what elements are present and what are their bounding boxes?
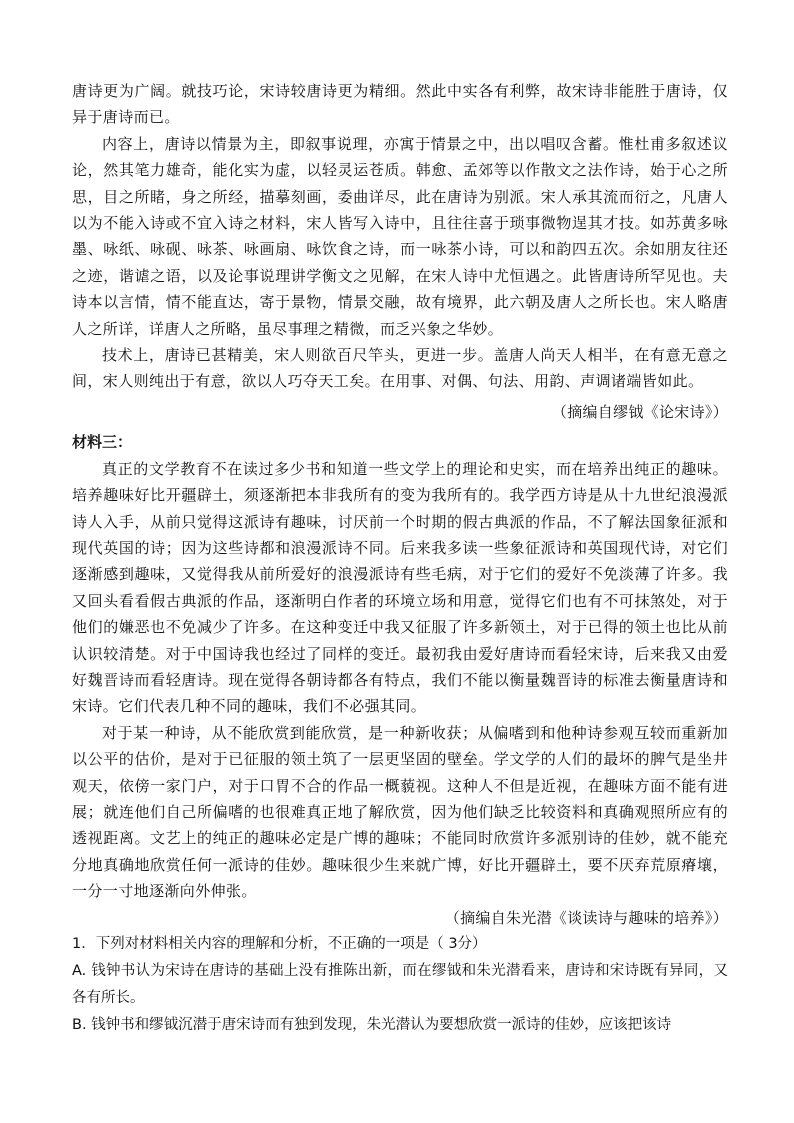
material2-source: （摘编自缪钺《论宋诗》） <box>551 402 728 421</box>
material3-paragraph-2: 对于某一种诗，从不能欣赏到能欣赏，是一种新收获；从偏嗜到和他种诗参观互较而重新加以公平的估价，是对于已征服的领土筑了一层更坚固的壁垒。学文学的人们的最坏的脾气是坐井观天，依傍一家门户，对于口胃不合的作品一概藐视。这种人不但是近视，在趣味方面不能有进展；就连他们自己所偏嗜的也很难真正地了解欣赏，因为他们缺乏比较资料和真确观照所应有的透视距离。文艺上的纯正的趣味必定是广博的趣味；不能同时欣赏许多派别诗的佳妙，就不能充分地真确地欣赏任何一派诗的佳妙。趣味很少生来就广博，好比开疆辟土，要不厌弃荒原瘠壤，一分一寸地逐渐向外伸张。 <box>72 723 728 901</box>
material3-paragraph-1: 真正的文学教育不在读过多少书和知道一些文学上的理论和史实，而在培养出纯正的趣味。培养趣味好比开疆辟土，须逐渐把本非我所有的变为我所有的。我学西方诗是从十九世纪浪漫派诗人入手，从前只觉得这派诗有趣味，讨厌前一个时期的假古典派的作品，不了解法国象征派和现代英国的诗；因为这些诗都和浪漫派诗不同。后来我多读一些象征派诗和英国现代诗，对它们逐渐感到趣味，又觉得我从前所爱好的浪漫派诗有些毛病，对于它们的爱好不免淡薄了许多。我又回头看看假古典派的作品，逐渐明白作者的环境立场和用意，觉得它们也有不可抹煞处，对于他们的嫌恶也不免减少了许多。在这种变迁中我又征服了许多新领土，对于已得的领土也比从前认识较清楚。对于中国诗我也经过了同样的变迁。最初我由爱好唐诗而看轻宋诗，后来我又由爱好魏晋诗而看轻唐诗。现在觉得各朝诗都各有特点，我们不能以衡量魏晋诗的标准去衡量唐诗和宋诗。它们代表几种不同的趣味，我们不必强其同。 <box>72 459 728 716</box>
question-1-option-a: A. 钱钟书认为宋诗在唐诗的基础上没有推陈出新，而在缪钺和朱光潜看来，唐诗和宋诗既有异同，又各有所长。 <box>72 963 728 1006</box>
material2-paragraph-content: 内容上，唐诗以情景为主，即叙事说理，亦寓于情景之中，出以唱叹含蓄。惟杜甫多叙述议论，然其笔力雄奇，能化实为虚，以轻灵运苍质。韩愈、孟郊等以作散文之法作诗，始于心之所思，目之所睹，身之所经，描摹刻画，委曲详尽，此在唐诗为别派。宋人承其流而衍之，凡唐人以为不能入诗或不宜入诗之材料，宋人皆写入诗中，且往往喜于琐事微物逞其才技。如苏黄多咏墨、咏纸、咏砚、咏茶、咏画扇、咏饮食之诗，而一咏茶小诗，可以和韵四五次。余如朋友往还之迹，谐谑之语，以及论事说理讲学衡文之见解，在宋人诗中尤恒遇之。此皆唐诗所罕见也。夫诗本以言情，情不能直达，寄于景物，情景交融，故有境界，此六朝及唐人之所长也。宋人略唐人之所详，详唐人之所略，虽尽事理之精微，而乏兴象之华妙。 <box>72 134 728 338</box>
material2-paragraph-technique: 技术上，唐诗已甚精美，宋人则欲百尺竿头，更进一步。盖唐人尚天人相半，在有意无意之间，宋人则纯出于有意，欲以人巧夺天工矣。在用事、对偶、句法、用韵、声调诸端皆如此。 <box>72 346 728 391</box>
document-page <box>72 78 728 1039</box>
material2-paragraph-continued: 唐诗更为广阔。就技巧论，宋诗较唐诗更为精细。然此中实各有利弊，故宋诗非能胜于唐诗，仅异于唐诗而已。 <box>72 82 728 127</box>
question-1-option-b: B. 钱钟书和缪钺沉潜于唐宋诗而有独到发现，朱光潜认为要想欣赏一派诗的佳妙，应该把该诗 <box>72 1017 672 1033</box>
material3-source: （摘编自朱光潜《谈读诗与趣味的培养》） <box>444 908 728 927</box>
question-1-stem: 1．下列对材料相关内容的理解和分析，不正确的一项是（ 3分） <box>72 936 487 952</box>
material3-heading: 材料三： <box>72 433 133 452</box>
